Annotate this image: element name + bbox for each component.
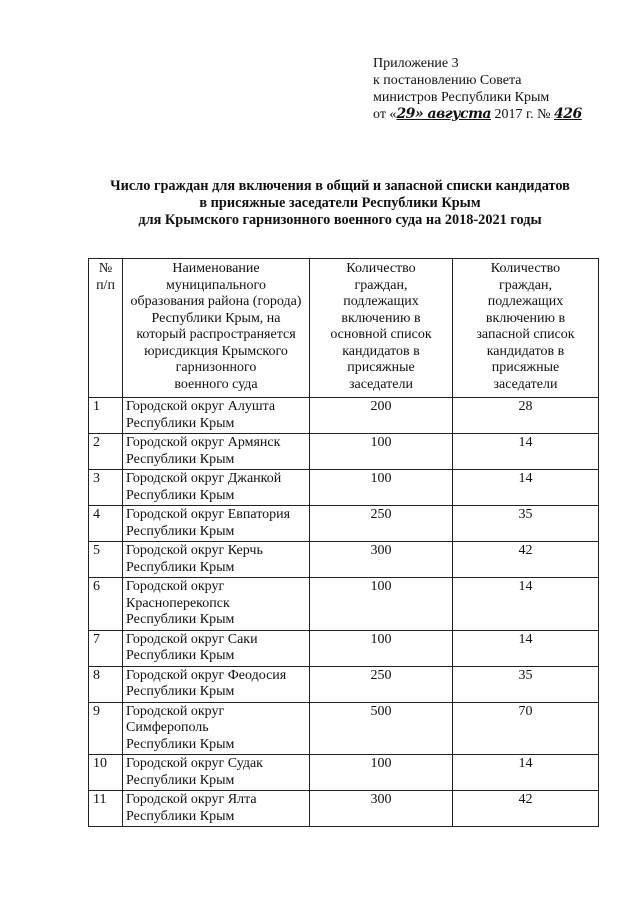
row-main-count: 250	[310, 506, 453, 542]
row-reserve-count: 14	[453, 630, 599, 666]
title-line-1: Число граждан для включения в общий и запасной списки кандидатов	[110, 178, 570, 194]
table-header-row	[89, 259, 599, 398]
table-row	[89, 470, 599, 506]
table-row	[89, 506, 599, 542]
row-number: 8	[89, 666, 123, 702]
row-municipality: Городской округ Армянск Республики Крым	[123, 434, 310, 470]
table-row	[89, 791, 599, 827]
appendix-header	[373, 55, 635, 123]
header-reserve-list: Количество граждан, подлежащих включению в запасной список кандидатов в присяжные заседатели	[453, 259, 599, 398]
row-main-count: 100	[310, 630, 453, 666]
date-year: 2017 г. №	[490, 107, 554, 122]
row-main-count: 100	[310, 578, 453, 631]
row-number: 6	[89, 578, 123, 631]
row-main-count: 300	[310, 791, 453, 827]
header-number: № п/п	[89, 259, 123, 398]
row-municipality: Городской округ Судак Республики Крым	[123, 755, 310, 791]
table-row	[89, 578, 599, 631]
table-row	[89, 702, 599, 755]
row-main-count: 200	[310, 398, 453, 434]
row-municipality: Городской округ Симферополь Республики Крым	[123, 702, 310, 755]
row-reserve-count: 42	[453, 542, 599, 578]
row-reserve-count: 14	[453, 578, 599, 631]
table-row	[89, 755, 599, 791]
row-reserve-count: 42	[453, 791, 599, 827]
row-number: 5	[89, 542, 123, 578]
table-row	[89, 666, 599, 702]
table-row	[89, 630, 599, 666]
table-row	[89, 434, 599, 470]
row-reserve-count: 28	[453, 398, 599, 434]
appendix-line-3: министров Республики Крым	[373, 90, 550, 105]
row-main-count: 500	[310, 702, 453, 755]
title-line-2: в присяжные заседатели Республики Крым	[199, 195, 481, 211]
row-number: 9	[89, 702, 123, 755]
row-municipality: Городской округ Джанкой Республики Крым	[123, 470, 310, 506]
row-number: 4	[89, 506, 123, 542]
row-municipality: Городской округ Керчь Республики Крым	[123, 542, 310, 578]
row-main-count: 100	[310, 755, 453, 791]
row-number: 3	[89, 470, 123, 506]
row-number: 1	[89, 398, 123, 434]
row-municipality: Городской округ Феодосия Республики Крым	[123, 666, 310, 702]
row-number: 2	[89, 434, 123, 470]
table-row	[89, 542, 599, 578]
row-number: 10	[89, 755, 123, 791]
row-main-count: 100	[310, 470, 453, 506]
row-reserve-count: 35	[453, 666, 599, 702]
date-prefix: от «	[373, 107, 397, 122]
row-municipality: Городской округ Саки Республики Крым	[123, 630, 310, 666]
handwritten-number: 426	[554, 106, 582, 122]
row-main-count: 100	[310, 434, 453, 470]
row-municipality: Городской округ Красноперекопск Республики Крым	[123, 578, 310, 631]
row-reserve-count: 70	[453, 702, 599, 755]
row-municipality: Городской округ Евпатория Республики Крым	[123, 506, 310, 542]
row-main-count: 250	[310, 666, 453, 702]
row-number: 11	[89, 791, 123, 827]
header-main-list: Количество граждан, подлежащих включению в основной список кандидатов в присяжные заседатели	[310, 259, 453, 398]
candidates-table	[88, 258, 599, 827]
row-reserve-count: 14	[453, 434, 599, 470]
document-title	[60, 178, 620, 229]
row-municipality: Городской округ Алушта Республики Крым	[123, 398, 310, 434]
appendix-line-1: Приложение 3	[373, 56, 459, 71]
row-reserve-count: 14	[453, 755, 599, 791]
row-main-count: 300	[310, 542, 453, 578]
table-body	[89, 398, 599, 827]
table-row	[89, 398, 599, 434]
header-municipality: Наименование муниципального образования района (города) Республики Крым, на который распространяется юрисдикция Крымского гарнизонного военного суда	[123, 259, 310, 398]
row-municipality: Городской округ Ялта Республики Крым	[123, 791, 310, 827]
appendix-line-2: к постановлению Совета	[373, 73, 522, 88]
row-number: 7	[89, 630, 123, 666]
handwritten-date: 29» августа	[396, 106, 491, 122]
appendix-date-line	[373, 106, 635, 123]
row-reserve-count: 14	[453, 470, 599, 506]
title-line-3: для Крымского гарнизонного военного суда на 2018-2021 годы	[138, 212, 542, 228]
row-reserve-count: 35	[453, 506, 599, 542]
